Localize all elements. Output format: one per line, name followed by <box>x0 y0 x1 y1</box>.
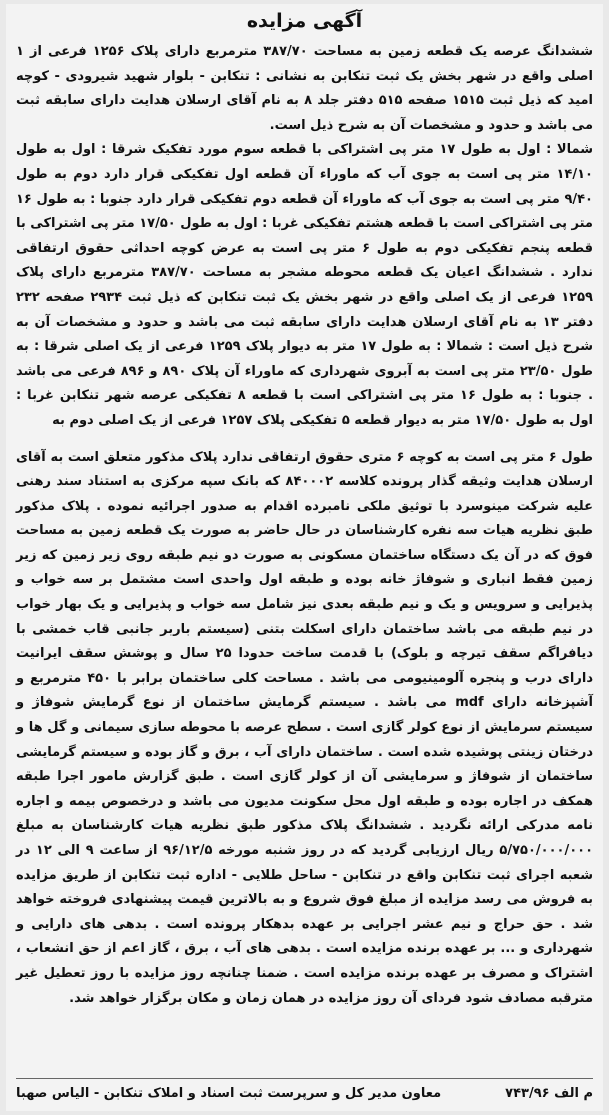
footer-divider <box>16 1078 593 1079</box>
notice-paragraph-3: طول ۶ متر پی است به کوچه ۶ متری حقوق ارتفاقی ندارد پلاک مذکور متعلق است به آقای ارسلان هدایت وثیقه گذار پرونده کلاسه ۸۴۰۰۰۲ که بانک سپه مرکزی به استناد سند رهنی علیه شرکت مینوسرد با توثیق ملکی نامبرده اقدام به صدور اجرائیه نموده . پلاک مذکور طبق نظریه هیات سه نفره کارشناسان در حال حاضر به صورت یک قطعه زمین به مساحت فوق که در آن یک دستگاه ساختمان مسکونی به صورت دو نیم طبقه روی زیر زمین که زیر زمین فقط انباری و شوفاژ خانه بوده و طبقه اول واحدی است مشتمل بر سه خواب و پذیرایی و سرویس و یک و نیم طبقه بعدی نیز شامل سه خواب و پذیرایی و یک بهار خواب در نیم طبقه می باشد ساختمان دارای اسکلت بتنی (سیستم باربر جانبی قاب خمشی با دیافراگم سقف تیرچه و بلوک) با قدمت ساخت حدودا ۲۵ سال و پوشش سقف ایرانیت دارای درب و پنجره آلومینیومی می باشد . مساحت کلی ساختمان برابر با ۴۵۰ مترمربع و آشپزخانه دارای mdf می باشد . سیستم گرمایش ساختمان از نوع گرمایش شوفاژ و سیستم سرمایش از نوع کولر گازی است . سطح عرصه با محوطه سازی سیمانی و گل ها و درختان زینتی پوشیده شده است . ساختمان دارای آب ، برق و گاز بوده و سیستم گرمایشی ساختمان از شوفاژ و سرمایشی آن از کولر گازی است . طبق گزارش مامور اجرا طبقه همکف در اجاره بوده و طبقه اول محل سکونت مدیون می باشد و درخصوص بیمه و اجاره نامه مدرکی ارائه نگردید . ششدانگ پلاک مذکور طبق نظریه هیات کارشناسان به مبلغ ۵/۷۵۰/۰۰۰/۰۰۰ ریال ارزیابی گردید که در روز شنبه مورخه ۹۶/۱۲/۵ از ساعت ۹ الی ۱۲ در شعبه اجرای ثبت تنکابن واقع در تنکابن - ساحل طلایی - اداره ثبت تنکابن از طریق مزایده به فروش می رسد مزایده از مبلغ فوق شروع و به بالاترین قیمت پیشنهادی فروخته خواهد شد . حق حراج و نیم عشر اجرایی بر عهده بدهکار پرونده است . بدهی های دارایی و شهرداری و ... بر عهده برنده مزایده است . بدهی های آب ، برق ، گاز اعم از حق انشعاب ، اشتراک و مصرف بر عهده برنده مزایده است . ضمنا چنانچه روز مزایده با روز تعطیل غیر مترقبه مصادف شود فردای آن روز مزایده در همان زمان و مکان برگزار خواهد شد. <box>16 449 594 1006</box>
notice-sheet <box>6 4 603 1111</box>
paragraph-gap <box>16 434 593 446</box>
notice-footer <box>16 1083 593 1105</box>
notice-title: آگهی مزایده <box>246 10 363 32</box>
footer-signature: معاون مدیر کل و سرپرست ثبت اسناد و املاک تنکابن - الیاس صهبا <box>16 1086 442 1101</box>
footer-reference-number: م الف ۷۴۳/۹۶ <box>505 1086 593 1101</box>
notice-paragraph-2: شمالا : اول به طول ۱۷ متر پی اشتراکی با قطعه سوم مورد تفکیک شرقا : اول به طول ۱۴/۱۰ متر پی است به جوی آب که ماوراء آن قطعه اول تفکیکی قرار دارد دوم به طول ۹/۴۰ متر پی است به جوی آب که ماوراء آن قطعه دوم تفکیکی قرار دارد جنوبا : به طول ۱۶ متر پی اشتراکی است با قطعه هشتم تفکیکی غربا : اول به طول ۱۷/۵۰ متر پی اشتراکی با قطعه پنجم تفکیکی دوم به طول ۶ متر پی است به عرض کوچه احداثی حقوق ارتفاقی ندارد . ششدانگ اعیان یک قطعه محوطه مشجر به مساحت ۳۸۷/۷۰ مترمربع دارای پلاک ۱۲۵۹ فرعی از یک اصلی واقع در شهر بخش یک ثبت تنکابن که ذیل ثبت ۲۹۳۴ صفحه ۲۳۲ دفتر ۱۳ به نام آقای ارسلان هدایت دارای سابقه ثبت می باشد و حدود و مشخصات آن به شرح ذیل است : شمالا : به طول ۱۷ متر به دیوار پلاک ۱۲۵۹ فرعی از یک اصلی شرقا : به طول ۲۳/۵۰ متر پی است به آبروی شهرداری که ماوراء آن پلاک ۸۹۰ و ۸۹۶ فرعی می باشد . جنوبا : به طول ۱۶ متر پی اشتراکی است با قطعه ۸ تفکیکی عرصه شهر تنکابن غربا : اول به طول ۱۷/۵۰ متر به دیوار قطعه ۵ تفکیکی پلاک ۱۲۵۷ فرعی از یک اصلی دوم به <box>16 142 594 428</box>
notice-paragraph-1: ششدانگ عرصه یک قطعه زمین به مساحت ۳۸۷/۷۰ مترمربع دارای پلاک ۱۲۵۶ فرعی از ۱ اصلی واقع در شهر بخش یک ثبت تنکابن به نشانی : تنکابن - بلوار شهید شیرودی - کوچه امید که ذیل ثبت ۱۵۱۵ صفحه ۵۱۵ دفتر جلد ۸ به نام آقای ارسلان هدایت دارای سابقه ثبت می باشد و حدود و مشخصات آن به شرح ذیل است. <box>16 44 594 133</box>
